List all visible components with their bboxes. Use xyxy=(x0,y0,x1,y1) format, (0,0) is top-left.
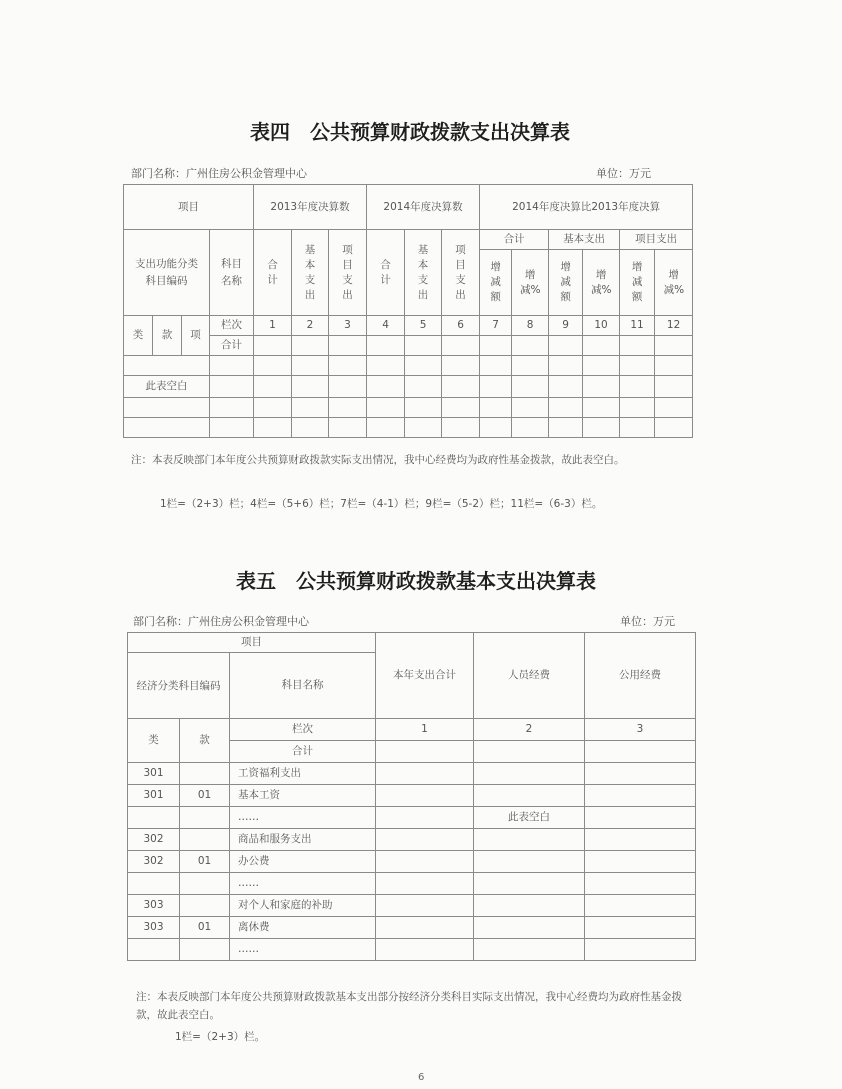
t5-row-lei: 302 xyxy=(128,829,180,851)
t4-cmp-total: 合计 xyxy=(480,230,549,250)
t5-kuan: 款 xyxy=(180,719,230,763)
table-row xyxy=(128,895,696,917)
t4-lanci: 栏次 xyxy=(210,316,254,336)
t4-header-subject: 科目名称 xyxy=(210,230,254,316)
t5-row-name: 对个人和家庭的补助 xyxy=(230,895,376,917)
t5-row-kuan xyxy=(180,873,230,895)
t5-header-total: 本年支出合计 xyxy=(376,633,474,719)
table4 xyxy=(123,184,693,438)
table-row xyxy=(128,763,696,785)
t5-header-public: 公用经费 xyxy=(585,633,696,719)
table-row xyxy=(128,851,696,873)
t4-col-12: 12 xyxy=(655,316,693,336)
table-row xyxy=(128,873,696,895)
t4-pct-3: 增减% xyxy=(655,250,693,316)
t4-header-item: 项目 xyxy=(124,185,254,230)
t5-row-kuan xyxy=(180,939,230,961)
t4-inc-2: 增减额 xyxy=(549,250,583,316)
t5-row-kuan: 01 xyxy=(180,917,230,939)
table-row xyxy=(128,785,696,807)
t5-row-kuan xyxy=(180,807,230,829)
t4-inc-1: 增减额 xyxy=(480,250,512,316)
table4-dept: 部门名称：广州住房公积金管理中心 xyxy=(131,167,307,180)
t4-col-1: 1 xyxy=(254,316,292,336)
t5-row-name: …… xyxy=(230,807,376,829)
table5-note: 注：本表反映部门本年度公共预算财政拨款基本支出部分按经济分类科目实际支出情况，我中心经费均为政府性基金拨款，故此表空白。 xyxy=(136,991,682,1021)
t4-kuan: 款 xyxy=(153,316,182,356)
table-row xyxy=(128,917,696,939)
t5-row-kuan: 01 xyxy=(180,785,230,807)
table4-formula: 1栏=（2+3）栏；4栏=（5+6）栏；7栏=（4-1）栏；9栏=（5-2）栏；11栏=（6-3）栏。 xyxy=(160,498,603,510)
t4-col-3: 3 xyxy=(329,316,367,336)
table5 xyxy=(127,632,696,961)
t4-2013-proj: 项目支出 xyxy=(329,230,367,316)
t5-col-2: 2 xyxy=(474,719,585,741)
t4-header-2013: 2013年度决算数 xyxy=(254,185,367,230)
t4-xiang: 项 xyxy=(182,316,210,356)
table-row xyxy=(128,829,696,851)
t5-row-name: …… xyxy=(230,939,376,961)
t5-row-name: 办公费 xyxy=(230,851,376,873)
t4-col-8: 8 xyxy=(512,316,549,336)
t4-cmp-basic: 基本支出 xyxy=(549,230,620,250)
t4-header-2014: 2014年度决算数 xyxy=(367,185,480,230)
t5-row-name: 工资福利支出 xyxy=(230,763,376,785)
t4-2014-total: 合计 xyxy=(367,230,405,316)
t5-row-name: 商品和服务支出 xyxy=(230,829,376,851)
t4-2014-basic: 基本支出 xyxy=(405,230,442,316)
table-row xyxy=(128,807,696,829)
t5-row-kuan xyxy=(180,829,230,851)
t5-row-kuan xyxy=(180,763,230,785)
t4-heji: 合计 xyxy=(210,336,254,356)
t5-header-econ-code: 经济分类科目编码 xyxy=(128,653,230,719)
t5-lanci: 栏次 xyxy=(230,719,376,741)
t4-lei: 类 xyxy=(124,316,153,356)
t5-row-name: …… xyxy=(230,873,376,895)
t5-row-lei: 301 xyxy=(128,785,180,807)
t4-pct-1: 增减% xyxy=(512,250,549,316)
t5-row-name: 基本工资 xyxy=(230,785,376,807)
t4-col-10: 10 xyxy=(583,316,620,336)
t5-row-name: 离休费 xyxy=(230,917,376,939)
t5-header-subject: 科目名称 xyxy=(230,653,376,719)
t4-col-5: 5 xyxy=(405,316,442,336)
table5-dept: 部门名称：广州住房公积金管理中心 xyxy=(133,615,309,628)
t5-row-lei xyxy=(128,939,180,961)
t5-heji: 合计 xyxy=(230,741,376,763)
t4-2014-proj: 项目支出 xyxy=(442,230,480,316)
t4-col-6: 6 xyxy=(442,316,480,336)
t4-col-4: 4 xyxy=(367,316,405,336)
t5-col-3: 3 xyxy=(585,719,696,741)
page-number: 6 xyxy=(418,1072,425,1083)
table4-unit: 单位：万元 xyxy=(596,167,651,180)
t5-row-lei: 302 xyxy=(128,851,180,873)
t5-row-lei: 303 xyxy=(128,895,180,917)
t5-row-lei: 303 xyxy=(128,917,180,939)
t4-col-2: 2 xyxy=(292,316,329,336)
t5-row-kuan xyxy=(180,895,230,917)
t4-cmp-proj: 项目支出 xyxy=(620,230,693,250)
t4-inc-3: 增减额 xyxy=(620,250,655,316)
t5-row-kuan: 01 xyxy=(180,851,230,873)
table5-formula: 1栏=（2+3）栏。 xyxy=(175,1031,266,1043)
table4-note: 注：本表反映部门本年度公共预算财政拨款实际支出情况，我中心经费均为政府性基金拨款，故此表空白。 xyxy=(131,454,625,466)
table4-title: 表四 公共预算财政拨款支出决算表 xyxy=(250,120,570,144)
t5-col-1: 1 xyxy=(376,719,474,741)
t4-blank-label: 此表空白 xyxy=(124,376,210,398)
t4-2013-total: 合计 xyxy=(254,230,292,316)
t4-header-func-code: 支出功能分类科目编码 xyxy=(124,230,210,316)
t4-col-11: 11 xyxy=(620,316,655,336)
t5-row-lei xyxy=(128,873,180,895)
t5-row-lei: 301 xyxy=(128,763,180,785)
t5-lei: 类 xyxy=(128,719,180,763)
table-row xyxy=(128,939,696,961)
t4-pct-2: 增减% xyxy=(583,250,620,316)
t5-header-item: 项目 xyxy=(128,633,376,653)
t5-blank-label: 此表空白 xyxy=(474,807,585,829)
t4-col-7: 7 xyxy=(480,316,512,336)
table5-title: 表五 公共预算财政拨款基本支出决算表 xyxy=(236,569,596,593)
t4-header-compare: 2014年度决算比2013年度决算 xyxy=(480,185,693,230)
t5-row-lei xyxy=(128,807,180,829)
t4-2013-basic: 基本支出 xyxy=(292,230,329,316)
table5-unit: 单位：万元 xyxy=(620,615,675,628)
t5-header-person: 人员经费 xyxy=(474,633,585,719)
t4-col-9: 9 xyxy=(549,316,583,336)
